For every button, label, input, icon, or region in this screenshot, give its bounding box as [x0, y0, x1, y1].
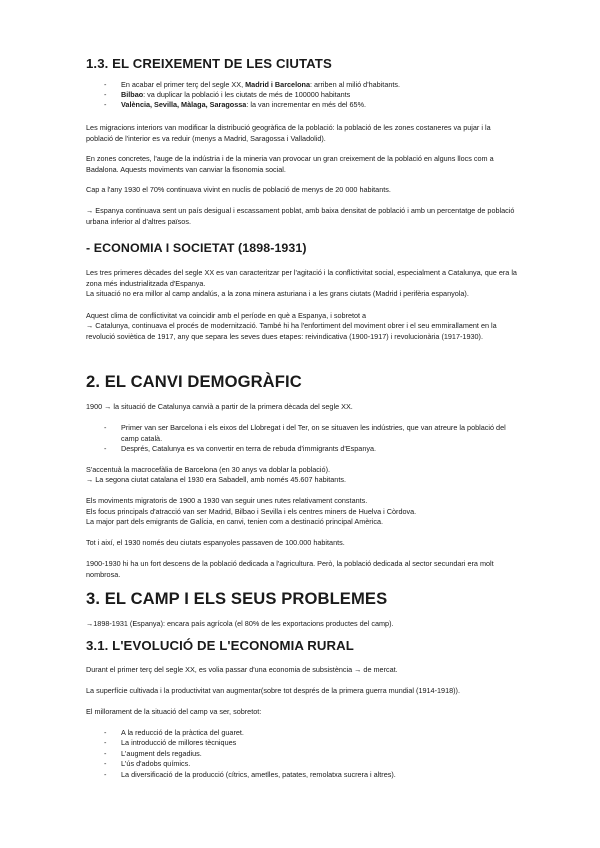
list-item-text: Primer van ser Barcelona i els eixos del Llobregat i del Ter, on se situaven les indústries, que van atreure la població del camp català. [121, 423, 506, 443]
list-item [104, 728, 518, 739]
bullet-dash: - [104, 100, 107, 109]
paragraph: 1900-1930 hi ha un fort descens de la població dedicada a l'agricultura. Però, la població dedicada al sector secundari era molt nombrosa. [86, 559, 494, 579]
bullet-dash: - [104, 444, 107, 453]
section-title-1-3: 1.3. EL CREIXEMENT DE LES CIUTATS [86, 56, 332, 71]
list-item-text: : arriben al milió d'habitants. [310, 80, 401, 89]
paragraph: Tot i així, el 1930 només deu ciutats espanyoles passaven de 100.000 habitants. [86, 538, 345, 547]
paragraph: 1900 → la situació de Catalunya canvià a partir de la primera dècada del segle XX. [86, 402, 353, 411]
list-item-bold: Bilbao [121, 90, 144, 99]
paragraph: El millorament de la situació del camp va ser, sobretot: [86, 707, 262, 716]
list-item [104, 749, 518, 760]
section-title-3: 3. EL CAMP I ELS SEUS PROBLEMES [86, 589, 388, 608]
paragraph: → Espanya continuava sent un país desigual i escassament poblat, amb baixa densitat de població i amb un percentatge de població urbana inferior al d'altres països. [86, 206, 515, 226]
paragraph: S'accentuà la macrocefàlia de Barcelona (en 30 anys va doblar la població). [86, 465, 331, 474]
bullet-dash: - [104, 759, 107, 768]
list-item-text: L'ús d'adobs químics. [121, 759, 191, 768]
list-item-text: En acabar el primer terç del segle XX, [121, 80, 246, 89]
list-item [104, 770, 518, 781]
bullet-dash: - [104, 728, 107, 737]
paragraph: Les tres primeres dècades del segle XX es van caracteritzar per l'agitació i la conflictivitat social, especialment a Catalunya, que era la zona més industrialitzada d'Espanya. [86, 268, 517, 288]
bullet-dash: - [104, 90, 107, 99]
paragraph: Les migracions interiors van modificar la distribució geogràfica de la població: la població de les zones costaneres va pujar i la població de l'interior es va reduir (menys a Madrid, Saragossa i Valladolid). [86, 123, 491, 143]
section-title-2: 2. EL CANVI DEMOGRÀFIC [86, 372, 302, 391]
list-item [104, 444, 518, 455]
section-title-3-1: 3.1. L'EVOLUCIÓ DE L'ECONOMIA RURAL [86, 638, 354, 653]
list-item-text: : va duplicar la població i les ciutats de més de 100000 habitants [143, 90, 351, 99]
list-item [104, 80, 518, 91]
paragraph: Cap a l'any 1930 el 70% continuava vivint en nuclis de població de menys de 20 000 habitants. [86, 185, 391, 194]
list-item-text: : la van incrementar en més del 65%. [246, 100, 367, 109]
list-item [104, 759, 518, 770]
list-item [104, 738, 518, 749]
list-item-text: A la reducció de la pràctica del guaret. [121, 728, 244, 737]
paragraph: Els moviments migratoris de 1900 a 1930 van seguir unes rutes relativament constants. [86, 496, 368, 505]
paragraph: Aquest clima de conflictivitat va coincidir amb el període en què a Espanya, i sobretot a [86, 311, 367, 320]
list-item [104, 90, 518, 101]
list-item [104, 100, 518, 111]
list-item-text: La diversificació de la producció (cítrics, ametlles, patates, remolatxa sucrera i altres). [121, 770, 396, 779]
paragraph: Els focus principals d'atracció van ser Madrid, Bilbao i Sevilla i els centres miners de Huelva i Còrdova. [86, 507, 417, 516]
list-item [104, 423, 518, 444]
paragraph: Durant el primer terç del segle XX, es volia passar d'una economia de subsistència → de mercat. [86, 665, 398, 674]
bullet-dash: - [104, 749, 107, 758]
paragraph: La superfície cultivada i la productivitat van augmentar(sobre tot després de la primera guerra mundial (1914-1918)). [86, 686, 460, 695]
list-item-bold: Madrid i Barcelona [245, 80, 310, 89]
paragraph: →1898-1931 (Espanya): encara país agrícola (el 80% de les exportacions productes del camp). [86, 619, 394, 628]
paragraph: La major part dels emigrants de Galícia, en canvi, tenien com a destinació principal Amèrica. [86, 517, 383, 526]
bullet-dash: - [104, 770, 107, 779]
paragraph: La situació no era millor al camp andalús, a la zona minera asturiana i a les grans ciutats (Madrid i perifèria espanyola). [86, 289, 469, 298]
bullet-dash: - [104, 423, 107, 432]
list-item-text: La introducció de millores tècniques [121, 738, 237, 747]
paragraph: → Catalunya, continuava el procés de modernització. També hi ha l'enfortiment del moviment obrer i el seu emmirallament en la revolució soviètica de 1917, any que separa les seves dues etapes: reivindicativa (1900-1917) i revolucionària (1917-1930). [86, 321, 497, 341]
list-item-text: L'augment dels regadius. [121, 749, 202, 758]
list-item-text: Després, Catalunya es va convertir en terra de rebuda d'immigrants d'Espanya. [121, 444, 377, 453]
section-title-economia: - ECONOMIA I SOCIETAT (1898-1931) [86, 241, 307, 255]
list-item-bold: València, Sevilla, Màlaga, Saragossa [121, 100, 247, 109]
paragraph: En zones concretes, l'auge de la indústria i de la mineria van provocar un gran creixement de la població en alguns llocs com a Badalona. Aquests moviments van canviar la fisonomia social. [86, 154, 494, 174]
bullet-dash: - [104, 738, 107, 747]
bullet-dash: - [104, 80, 107, 89]
paragraph: → La segona ciutat catalana el 1930 era Sabadell, amb només 45.607 habitants. [86, 475, 346, 484]
